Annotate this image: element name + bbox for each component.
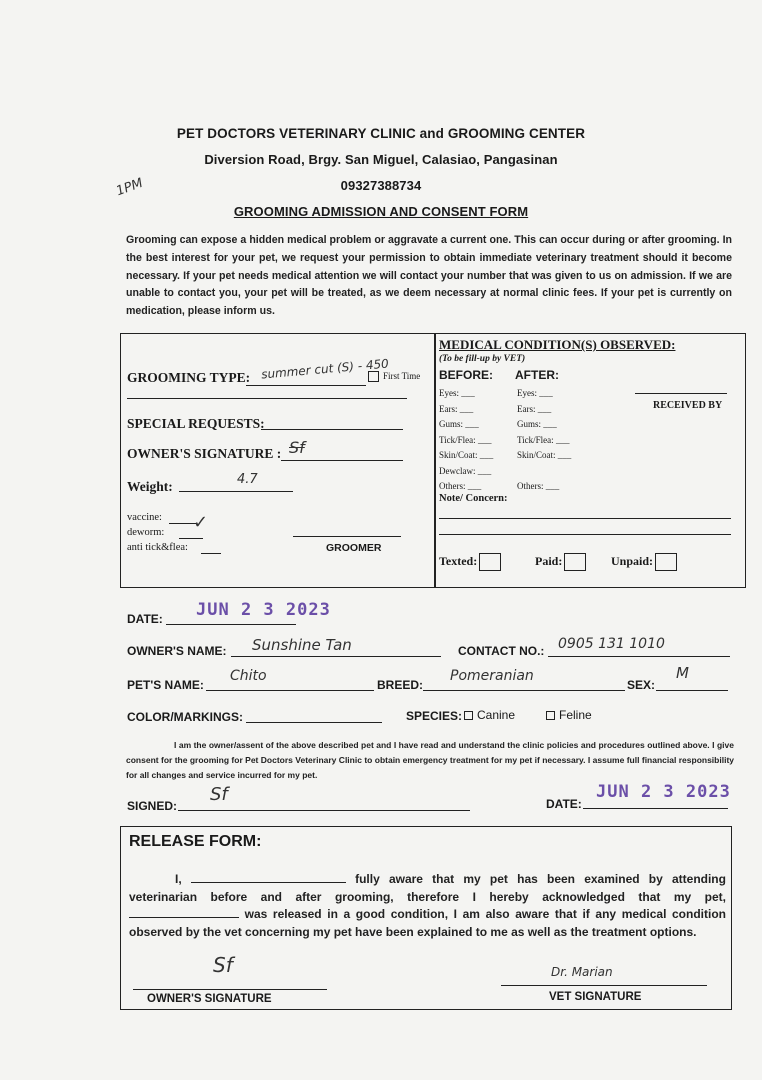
pet-name-label: PET'S NAME: <box>127 678 204 692</box>
paid-checkbox[interactable] <box>564 553 586 571</box>
color-label: COLOR/MARKINGS: <box>127 710 243 724</box>
breed-value: Pomeranian <box>450 668 534 684</box>
received-by-label: RECEIVED BY <box>653 400 723 411</box>
groomer-label: GROOMER <box>326 542 382 554</box>
feline-checkbox[interactable] <box>546 711 555 720</box>
before-item: Eyes: ___ <box>439 388 475 398</box>
special-requests-label: SPECIAL REQUESTS: <box>127 416 265 431</box>
contact-label: CONTACT NO.: <box>458 644 545 658</box>
canine-checkbox[interactable] <box>464 711 473 720</box>
after-label: AFTER: <box>515 368 559 382</box>
before-list <box>439 386 493 495</box>
species-canine-option[interactable]: Canine <box>464 708 515 722</box>
before-item: Tick/Flea: ___ <box>439 434 492 445</box>
before-item: Dewclaw: ___ <box>439 465 492 476</box>
signed-label: SIGNED: <box>127 799 178 813</box>
after-item: Others: ___ <box>517 481 560 491</box>
first-time-checkbox[interactable] <box>368 371 420 382</box>
texted-field[interactable]: Texted: <box>439 553 501 571</box>
margin-note: 1PM <box>114 175 146 200</box>
sex-label: SEX: <box>627 678 656 692</box>
signed-date-label: DATE: <box>546 797 582 811</box>
breed-label: BREED: <box>377 678 424 692</box>
medical-title: MEDICAL CONDITION(S) OBSERVED: <box>439 337 676 352</box>
paid-field[interactable]: Paid: <box>535 553 586 571</box>
before-item: Skin/Coat: ___ <box>439 450 494 460</box>
after-item: Ears: ___ <box>517 403 552 414</box>
before-label: BEFORE: <box>439 368 493 382</box>
release-box <box>120 826 732 1010</box>
deworm-label: deworm: <box>127 527 165 538</box>
species-feline-option[interactable]: Feline <box>546 708 592 722</box>
owner-name-value: Sunshine Tan <box>252 636 352 654</box>
first-time-label: First Time <box>383 371 421 381</box>
after-item: Tick/Flea: ___ <box>517 434 570 445</box>
release-owner-signature-mark: Sf <box>213 953 233 977</box>
vet-signature-label: VET SIGNATURE <box>549 991 642 1003</box>
weight-label: Weight: <box>127 479 173 494</box>
clinic-name: PET DOCTORS VETERINARY CLINIC and GROOMING CENTER <box>176 126 586 141</box>
pet-name-value: Chito <box>230 668 267 684</box>
owner-signature-mark: Sf <box>289 438 305 457</box>
release-title: RELEASE FORM: <box>129 833 262 850</box>
vet-signature-mark: Dr. Marian <box>551 965 613 979</box>
after-item: Skin/Coat: ___ <box>517 450 572 460</box>
unpaid-checkbox[interactable] <box>655 553 677 571</box>
before-item: Others: ___ <box>439 481 482 491</box>
after-item: Gums: ___ <box>517 419 557 429</box>
after-item: Eyes: ___ <box>517 388 553 398</box>
grooming-type-label: GROOMING TYPE: <box>127 370 251 385</box>
owner-name-label: OWNER'S NAME: <box>127 644 227 658</box>
before-item: Ears: ___ <box>439 403 474 414</box>
owner-signature-label: OWNER'S SIGNATURE : <box>127 446 282 461</box>
grooming-box <box>120 333 436 588</box>
first-time-box[interactable] <box>368 371 379 382</box>
intro-paragraph: Grooming can expose a hidden medical problem or aggravate a current one. This can occur during or after grooming. In the best interest for your pet, we request your permission to obtain immediate veterinary treatment should it become necessary. If your pet needs medical attention we will contact your number that was given to us on admission. If we are unable to contact you, your pet will be treated, as we deem necessary at normal clinic fees. If your pet is currently on medication, please inform us. <box>126 234 732 318</box>
form-title: GROOMING ADMISSION AND CONSENT FORM <box>233 204 529 219</box>
after-list <box>517 386 571 495</box>
clinic-address: Diversion Road, Brgy. San Miguel, Calasiao, Pangasinan <box>204 152 558 167</box>
after-item <box>517 464 571 480</box>
medical-subtitle: (To be fill-up by VET) <box>439 354 526 364</box>
note-label: Note/ Concern: <box>439 493 508 504</box>
signed-date-stamp: JUN 2 3 2023 <box>596 782 731 802</box>
clinic-phone: 09327388734 <box>340 178 422 193</box>
texted-checkbox[interactable] <box>479 553 501 571</box>
before-item: Gums: ___ <box>439 419 479 429</box>
date-label: DATE: <box>127 612 163 626</box>
release-text: I, fully aware that my pet has been examined by attending veterinarian before and after grooming, therefore I hereby acknowledged that my pet, was released in a good condition, I am also aware that if any medical condition observed by the vet concerning my pet have been explained to me as well as the treatment options. <box>129 872 726 939</box>
consent-paragraph: I am the owner/assent of the above described pet and I have read and understand the clinic policies and procedures outlined above. I give consent for the grooming for Pet Doctors Veterinary Clinic to obtain emergency treatment for my pet if necessary. I assume full financial responsibility for all changes and service incurred for my pet. <box>126 740 734 780</box>
contact-value: 0905 131 1010 <box>558 636 665 652</box>
grooming-type-value: summer cut (S) - 450 <box>260 356 390 382</box>
signed-mark: Sf <box>210 784 228 805</box>
vaccine-label: vaccine: <box>127 512 162 523</box>
date-stamp: JUN 2 3 2023 <box>196 600 331 620</box>
unpaid-field[interactable]: Unpaid: <box>611 553 677 571</box>
medical-box <box>434 333 746 588</box>
release-owner-signature-label: OWNER'S SIGNATURE <box>147 993 272 1005</box>
anti-tick-label: anti tick&flea: <box>127 542 188 553</box>
sex-value: M <box>676 664 689 682</box>
weight-value: 4.7 <box>237 472 258 487</box>
deworm-check-mark: ✓ <box>193 512 209 533</box>
species-label: SPECIES: <box>406 709 463 723</box>
